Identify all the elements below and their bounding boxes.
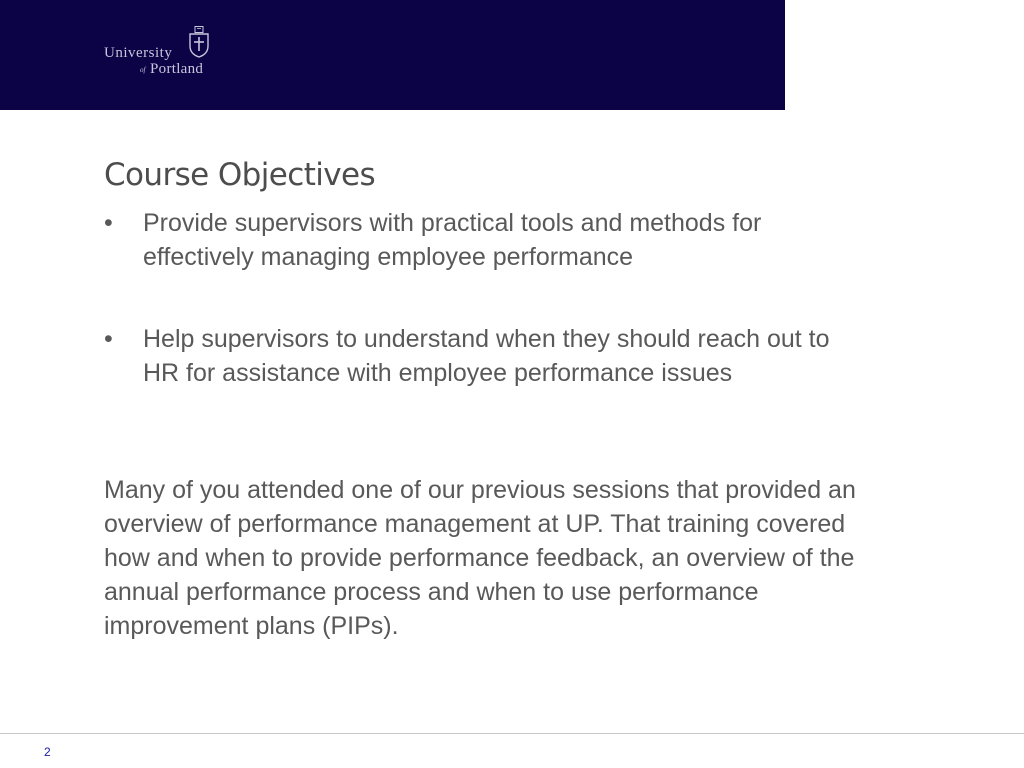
university-logo xyxy=(104,26,219,80)
objectives-list xyxy=(104,206,864,390)
intro-paragraph: Many of you attended one of our previous sessions that provided an overview of performance management at UP. That training covered how and when to provide performance feedback, an overview of the annual performance process and when to use performance improvement plans (PIPs). xyxy=(104,476,856,640)
slide-title: Course Objectives xyxy=(104,157,376,193)
footer-divider xyxy=(0,733,1024,734)
objective-item xyxy=(104,322,864,390)
logo-of-text: of xyxy=(140,66,146,74)
objective-item xyxy=(104,206,864,274)
logo-portland-text: Portland xyxy=(150,61,204,77)
objective-text: Provide supervisors with practical tools and methods for effectively managing employee performance xyxy=(143,209,762,271)
page-number: 2 xyxy=(44,745,51,759)
objective-text: Help supervisors to understand when they should reach out to HR for assistance with employee performance issues xyxy=(143,325,830,387)
header-band xyxy=(0,0,785,110)
bullet-marker: • xyxy=(104,325,113,353)
crest-icon xyxy=(188,26,210,58)
logo-university-text: University xyxy=(104,45,173,61)
bullet-marker: • xyxy=(104,209,113,237)
